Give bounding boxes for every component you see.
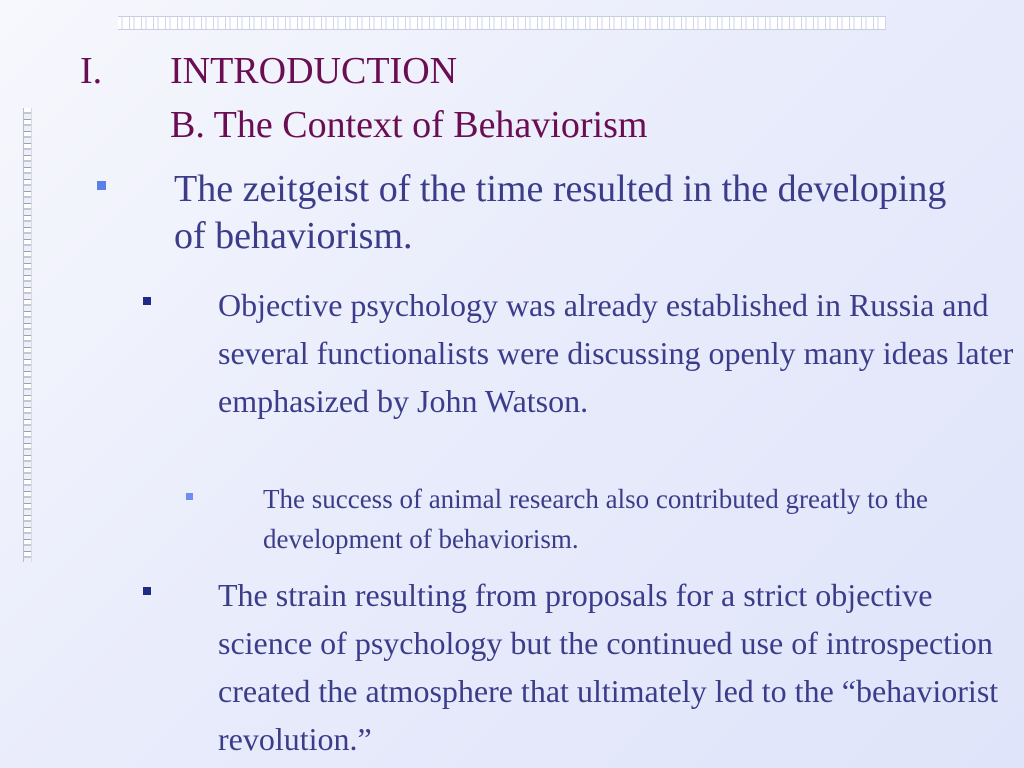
section-subtitle: B. The Context of Behaviorism	[170, 104, 648, 146]
slide-title	[80, 44, 647, 152]
section-title: INTRODUCTION	[170, 50, 458, 92]
decorative-left-strip	[23, 108, 32, 562]
square-bullet-icon	[186, 493, 193, 500]
square-bullet-icon	[143, 587, 151, 595]
bullet-item-level2	[218, 571, 1018, 763]
square-bullet-icon	[143, 297, 151, 305]
section-number: I.	[80, 50, 103, 92]
bullet-item-level3	[263, 479, 1003, 559]
bullet-text: Objective psychology was already established in Russia and several functionalists were discussing openly many ideas later emphasized by John Watson.	[218, 287, 1014, 419]
square-bullet-icon	[97, 181, 106, 190]
bullet-text: The strain resulting from proposals for a strict objective science of psychology but the continued use of introspection created the atmosphere that ultimately led to the “behaviorist revolution.”	[218, 577, 999, 757]
decorative-top-strip	[118, 16, 886, 30]
bullet-text: The success of animal research also contributed greatly to the development of behaviorism.	[263, 484, 928, 554]
title-row	[80, 44, 647, 98]
bullet-item-level2	[218, 281, 1018, 425]
bullet-text: The zeitgeist of the time resulted in the developing of behaviorism.	[174, 168, 947, 257]
bullet-item-level1	[174, 166, 974, 260]
